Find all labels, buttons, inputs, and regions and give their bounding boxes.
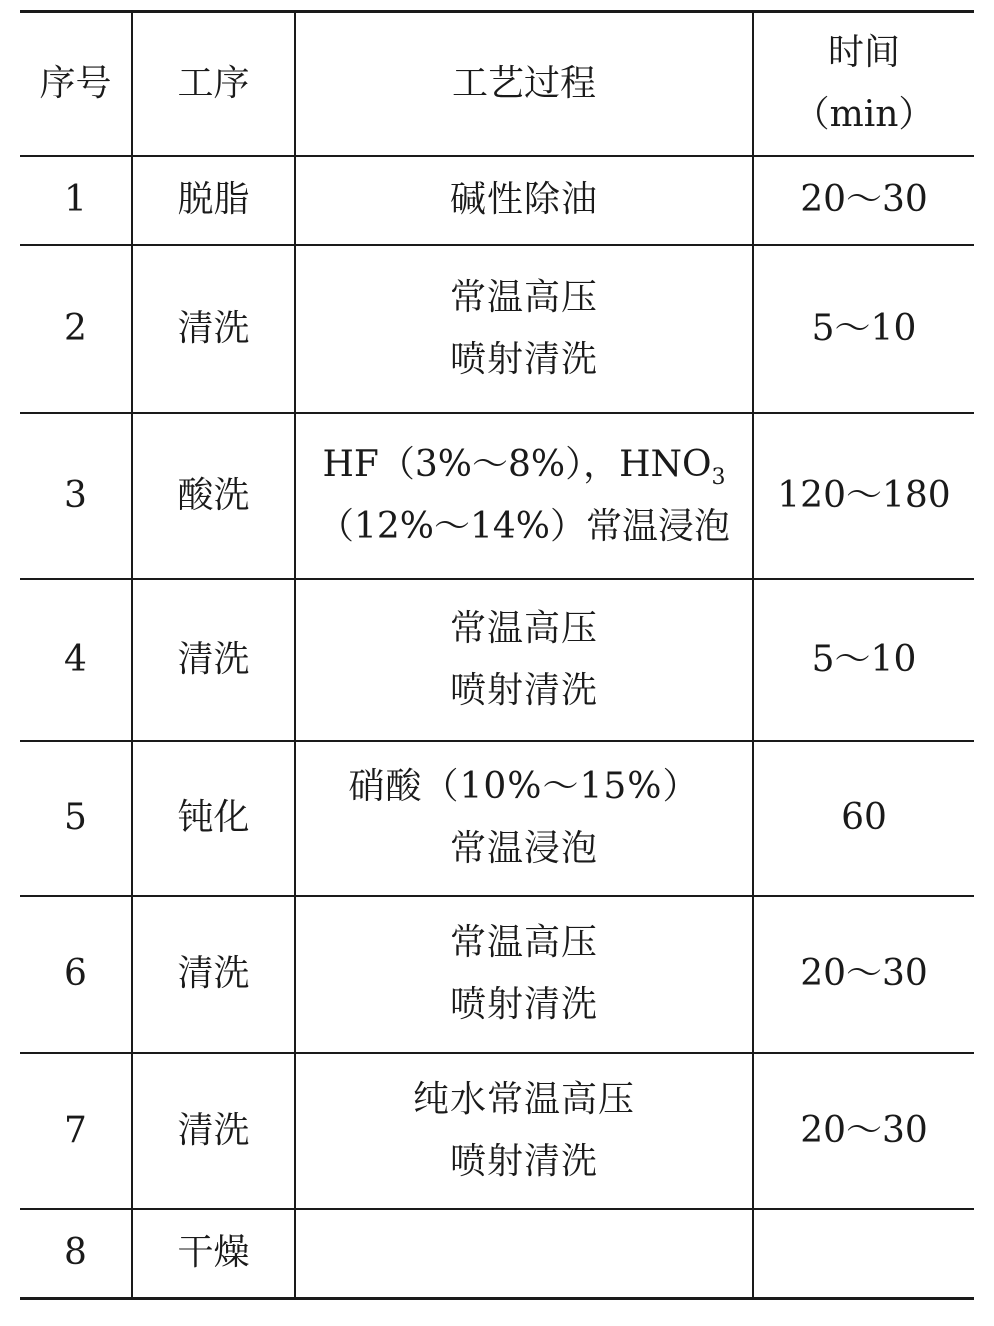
row-process [295,245,753,413]
process-line-text: HF（3%～8%），HNO [322,443,712,485]
row-time: 20～30 [753,896,974,1053]
row-time: 60 [753,741,974,896]
row-time: 5～10 [753,579,974,741]
row-index: 8 [20,1209,132,1299]
row-process [295,413,753,579]
process-line: 喷射清洗 [449,1140,598,1182]
row-step: 清洗 [132,245,295,413]
row-process [295,1053,753,1209]
subscript: 3 [711,464,726,490]
row-index: 1 [20,156,132,245]
header-step: 工序 [132,12,295,156]
row-time: 5～10 [753,245,974,413]
row-process [295,579,753,741]
row-index: 2 [20,245,132,413]
process-line: 纯水常温高压 [412,1078,635,1120]
process-line: 喷射清洗 [449,338,598,380]
table-row [20,1053,974,1209]
process-line: 碱性除油 [449,179,598,220]
process-line: 常温浸泡 [449,828,598,869]
header-time [753,12,974,156]
row-step: 干燥 [132,1209,295,1299]
row-process [295,896,753,1053]
row-index: 5 [20,741,132,896]
row-time [753,1209,974,1299]
table-row [20,579,974,741]
table-row [20,741,974,896]
row-index: 4 [20,579,132,741]
row-step: 钝化 [132,741,295,896]
row-index: 6 [20,896,132,1053]
table-row [20,245,974,413]
process-line [296,434,752,496]
process-table [20,10,974,1300]
row-step: 脱脂 [132,156,295,245]
process-line: 常温高压 [449,276,598,318]
row-step: 清洗 [132,896,295,1053]
table-row [20,896,974,1053]
header-process: 工艺过程 [295,12,753,156]
process-line: 常温高压 [449,922,598,963]
process-line: 硝酸（10%～15%） [348,766,700,807]
row-step: 酸洗 [132,413,295,579]
header-time-label: 时间 [827,31,900,73]
table-row [20,1209,974,1299]
row-step: 清洗 [132,579,295,741]
row-time: 20～30 [753,1053,974,1209]
row-index: 7 [20,1053,132,1209]
row-process [295,156,753,245]
table-row [20,156,974,245]
row-index: 3 [20,413,132,579]
process-line: 常温高压 [449,607,598,649]
header-time-unit: （min） [793,93,935,135]
table-row [20,413,974,579]
row-process [295,1209,753,1299]
header-row [20,12,974,156]
row-time: 20～30 [753,156,974,245]
process-line: （12%～14%）常温浸泡 [317,505,731,547]
row-process [295,741,753,896]
row-step: 清洗 [132,1053,295,1209]
row-time: 120～180 [753,413,974,579]
process-line: 喷射清洗 [449,669,598,711]
process-line: 喷射清洗 [449,984,598,1025]
header-index: 序号 [20,12,132,156]
